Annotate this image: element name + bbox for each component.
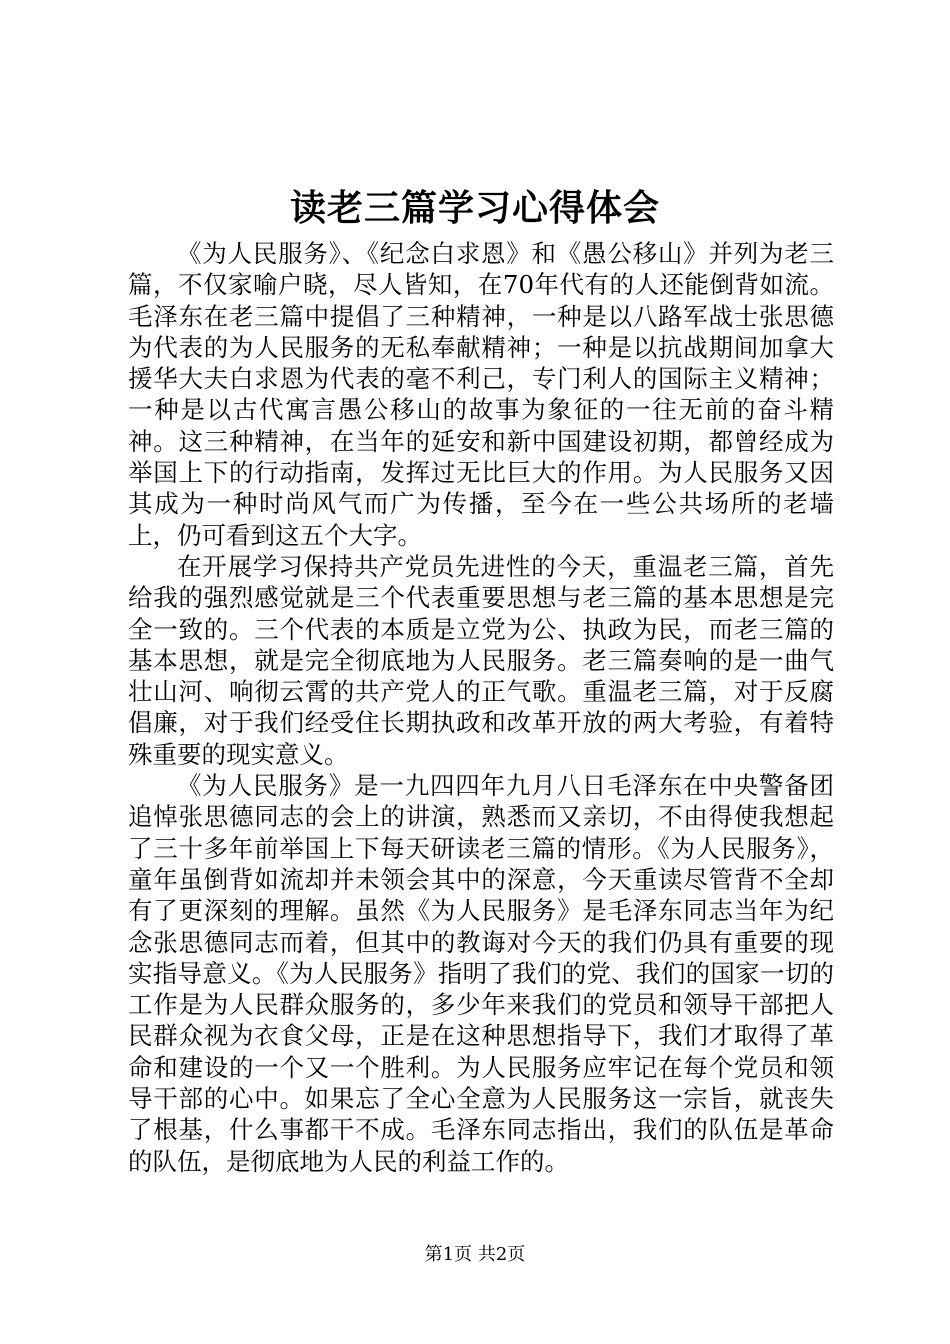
document-title: 读老三篇学习心得体会: [289, 187, 660, 229]
paragraph-1: 《为人民服务》、《纪念白求恩》和《愚公移山》并列为老三篇，不仅家喻户晓，尽人皆知，在70年代有的人还能倒背如流。毛泽东在老三篇中提倡了三种精神，一种是以八路军战士张思德为代表的为人民服务的无私奉献精神；一种是以抗战期间加拿大援华大夫白求恩为代表的毫不利己，专门利人的国际主义精神；一种是以古代寓言愚公移山的故事为象征的一往无前的奋斗精神。这三种精神，在当年的延安和新中国建设初期，都曾经成为举国上下的行动指南，发挥过无比巨大的作用。为人民服务又因其成为一种时尚风气而广为传播，至今在一些公共场所的老墙上，仍可看到这五个大字。: [128, 239, 834, 550]
document-body: [128, 238, 834, 1177]
paragraph-3: 《为人民服务》是一九四四年九月八日毛泽东在中央警备团追悼张思德同志的会上的讲演，熟悉而又亲切，不由得使我想起了三十多年前举国上下每天研读老三篇的情形。《为人民服务》，童年虽倒背如流却并未领会其中的深意，今天重读尽管背不全却有了更深刻的理解。虽然《为人民服务》是毛泽东同志当年为纪念张思德同志而着，但其中的教诲对今天的我们仍具有重要的现实指导意义。《为人民服务》指明了我们的党、我们的国家一切的工作是为人民群众服务的，多少年来我们的党员和领导干部把人民群众视为衣食父母，正是在这种思想指导下，我们才取得了革命和建设的一个又一个胜利。为人民服务应牢记在每个党员和领导干部的心中。如果忘了全心全意为人民服务这一宗旨，就丧失了根基，什么事都干不成。毛泽东同志指出，我们的队伍是革命的队伍，是彻底地为人民的利益工作的。: [128, 771, 834, 1176]
paragraph-2: 在开展学习保持共产党员先进性的今天，重温老三篇，首先给我的强烈感觉就是三个代表重要思想与老三篇的基本思想是完全一致的。三个代表的本质是立党为公、执政为民，而老三篇的基本思想，就是完全彻底地为人民服务。老三篇奏响的是一曲气壮山河、响彻云霄的共产党人的正气歌。重温老三篇，对于反腐倡廉，对于我们经受住长期执政和改革开放的两大考验，有着特殊重要的现实意义。: [128, 551, 834, 769]
page-footer: 第1页 共2页: [424, 1244, 526, 1265]
